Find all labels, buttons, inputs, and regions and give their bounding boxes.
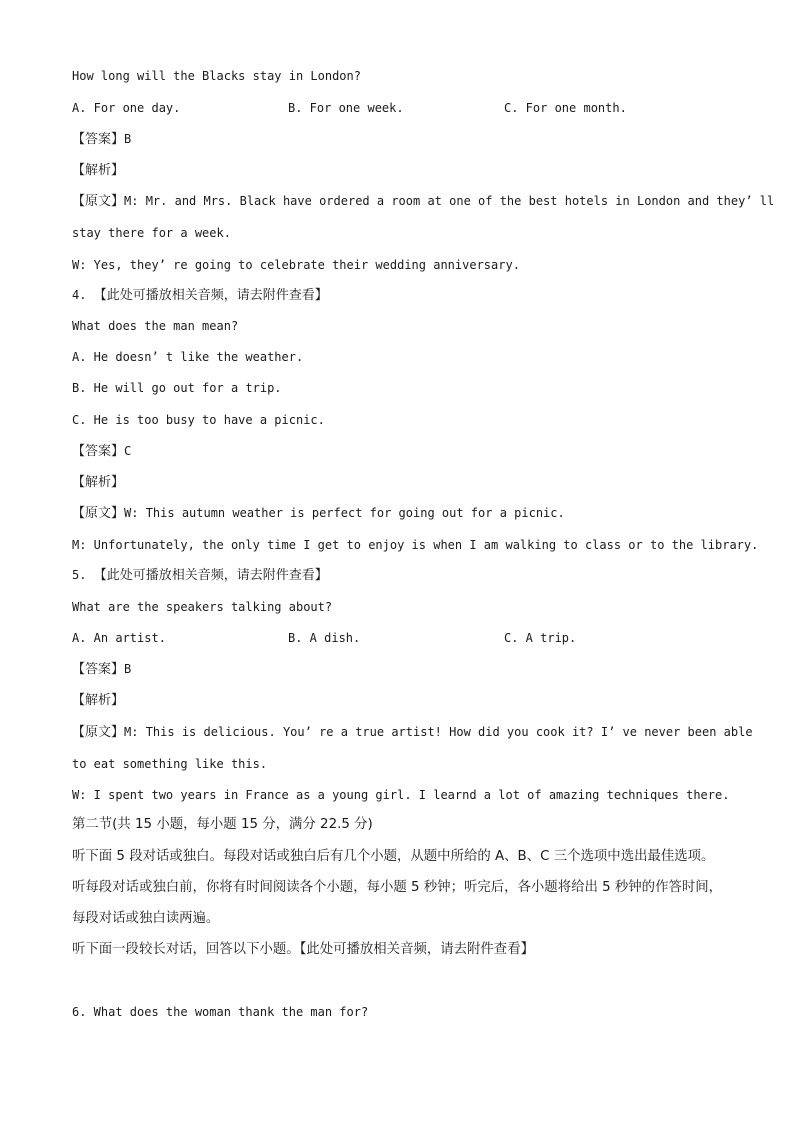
analysis-tag: 【解析】	[72, 475, 125, 490]
answer-value: B	[124, 662, 132, 676]
q3-transcript-1	[72, 192, 774, 210]
section-instructions-4: 听下面一段较长对话，回答以下小题。【此处可播放相关音频，请去附件查看】	[72, 942, 534, 957]
analysis-tag: 【解析】	[72, 163, 125, 178]
q4-option-a: A. He doesn’ t like the weather.	[72, 350, 304, 364]
answer-tag: 【答案】	[72, 132, 125, 147]
section-instructions-1: 听下面 5 段对话或独白。每段对话或独白后有几个小题，从题中所给的 A、B、C 三个选项中选出最佳选项。	[72, 849, 715, 864]
transcript-text: M: Mr. and Mrs. Black have ordered a room at one of the best hotels in London and they’ ll	[124, 194, 775, 208]
q4-header	[72, 286, 328, 304]
answer-tag: 【答案】	[72, 444, 125, 459]
section-instructions-2: 听每段对话或独白前，你将有时间阅读各个小题，每小题 5 秒钟；听完后，各小题将给出 5 秒钟的作答时间，	[72, 880, 723, 895]
q5-analysis	[72, 691, 124, 709]
q4-number: 4.	[72, 288, 87, 302]
q5-option-a: A. An artist.	[72, 631, 166, 645]
audio-note: 【此处可播放相关音频，请去附件查看】	[93, 288, 328, 303]
answer-value: B	[124, 132, 132, 146]
transcript-text: W: This autumn weather is perfect for going out for a picnic.	[124, 506, 565, 520]
q5-option-b: B. A dish.	[288, 631, 361, 645]
q4-answer	[72, 442, 131, 460]
q3-option-c: C. For one month.	[504, 101, 627, 115]
q3-options	[72, 99, 752, 117]
analysis-tag: 【解析】	[72, 693, 125, 708]
q3-transcript-1-cont: stay there for a week.	[72, 226, 231, 240]
q3-answer	[72, 130, 131, 148]
original-tag: 【原文】	[72, 194, 125, 209]
answer-tag: 【答案】	[72, 662, 125, 677]
q3-option-a: A. For one day.	[72, 101, 181, 115]
section-instructions-3: 每段对话或独白读两遍。	[72, 911, 220, 926]
q3-transcript-2: W: Yes, they’ re going to celebrate their wedding anniversary.	[72, 258, 520, 272]
answer-value: C	[124, 444, 132, 458]
q4-question: What does the man mean?	[72, 319, 239, 333]
q5-question: What are the speakers talking about?	[72, 600, 333, 614]
q4-transcript-2: M: Unfortunately, the only time I get to enjoy is when I am walking to class or to the library.	[72, 538, 759, 552]
q5-answer	[72, 660, 131, 678]
q3-analysis	[72, 161, 124, 179]
q4-transcript-1	[72, 504, 565, 522]
q5-transcript-1	[72, 723, 753, 741]
original-tag: 【原文】	[72, 506, 125, 521]
q6-question: 6. What does the woman thank the man for?	[72, 1005, 369, 1019]
q5-options	[72, 629, 752, 647]
audio-note: 【此处可播放相关音频，请去附件查看】	[93, 568, 328, 583]
q5-option-c: C. A trip.	[504, 631, 577, 645]
q5-transcript-2: W: I spent two years in France as a young girl. I learnd a lot of amazing techniques there.	[72, 788, 730, 802]
q5-header	[72, 566, 328, 584]
section-heading: 第二节(共 15 小题，每小题 15 分，满分 22.5 分)	[72, 817, 373, 832]
q4-option-c: C. He is too busy to have a picnic.	[72, 413, 325, 427]
q5-number: 5.	[72, 568, 87, 582]
q4-analysis	[72, 473, 124, 491]
q4-option-b: B. He will go out for a trip.	[72, 381, 282, 395]
original-tag: 【原文】	[72, 725, 125, 740]
q5-transcript-1-cont: to eat something like this.	[72, 757, 268, 771]
q3-option-b: B. For one week.	[288, 101, 404, 115]
q3-question: How long will the Blacks stay in London?	[72, 69, 361, 83]
transcript-text: M: This is delicious. You’ re a true artist! How did you cook it? I’ ve never been able	[124, 725, 753, 739]
